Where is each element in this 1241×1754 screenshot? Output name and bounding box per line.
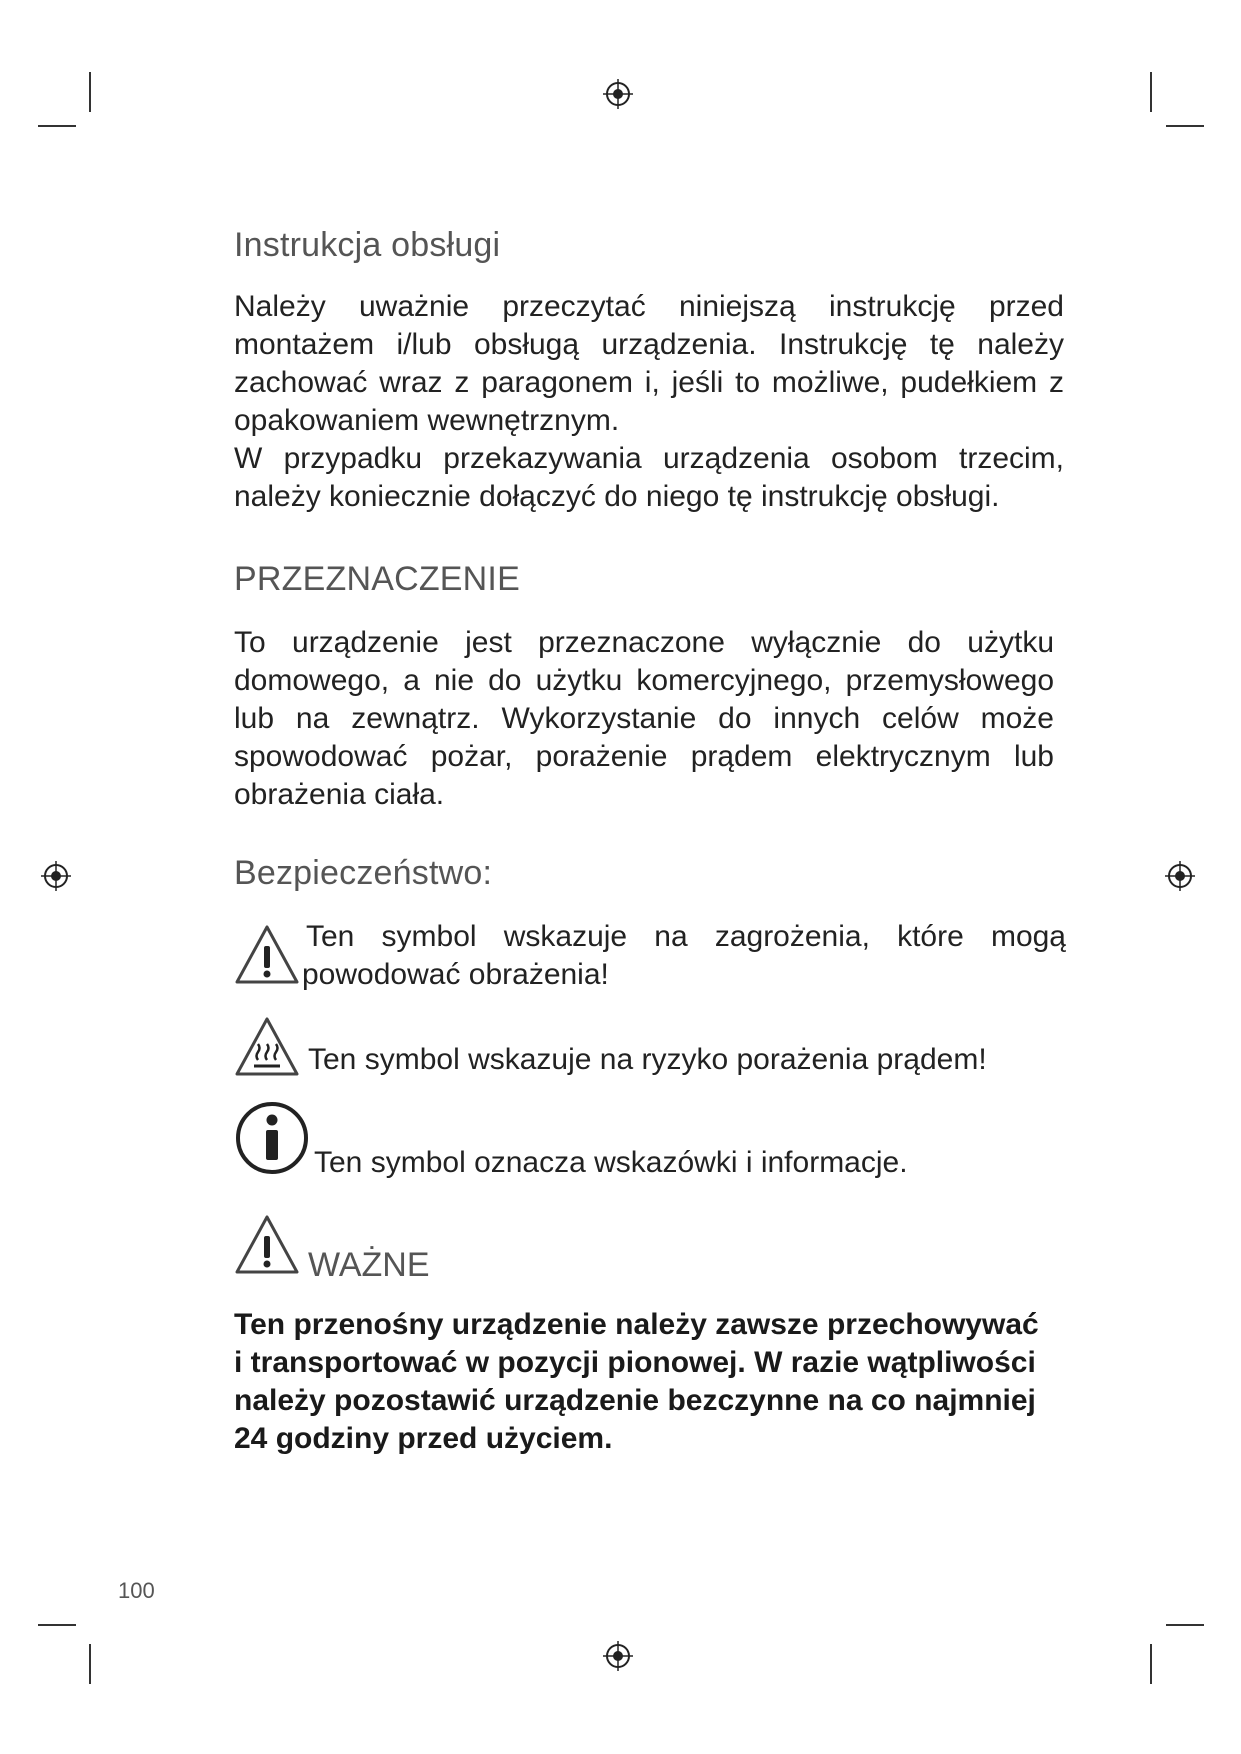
important-paragraph <box>234 1306 1074 1458</box>
crop-mark <box>1166 1624 1204 1626</box>
shock-symbol-row <box>234 1016 1064 1082</box>
purpose-paragraph <box>234 624 1054 814</box>
electric-shock-warning-icon <box>234 1016 300 1078</box>
registration-mark-icon <box>602 78 634 110</box>
text-line: i transportować w pozycji pionowej. W razie wątpliwości <box>234 1346 1036 1379</box>
warning-symbol-text <box>302 918 1066 994</box>
crop-mark <box>89 72 91 112</box>
text-line: Należy uważnie przeczytać niniejszą instrukcję przed <box>234 290 1064 323</box>
text-line: spowodować pożar, porażenie prądem elektrycznym lub <box>234 740 1054 773</box>
info-symbol-row <box>234 1100 1064 1180</box>
text-line: 24 godziny przed użyciem. <box>234 1422 613 1455</box>
text-line: Ten przenośny urządzenie należy zawsze przechowywać <box>234 1308 1039 1341</box>
text-line: W przypadku przekazywania urządzenia osobom trzecim, <box>234 442 1064 475</box>
warning-symbol-row <box>234 918 1064 998</box>
text-line: Ten symbol wskazuje na zagrożenia, które mogą <box>306 920 1066 953</box>
crop-mark <box>38 125 76 127</box>
text-line: obrażenia ciała. <box>234 778 445 811</box>
text-line: opakowaniem wewnętrznym. <box>234 404 620 437</box>
info-icon <box>234 1100 310 1176</box>
registration-mark-icon <box>40 860 72 892</box>
crop-mark <box>1150 72 1152 112</box>
warning-triangle-icon <box>234 1214 300 1276</box>
registration-mark-icon <box>1164 860 1196 892</box>
info-symbol-text: Ten symbol oznacza wskazówki i informacje. <box>314 1146 908 1179</box>
safety-heading: Bezpieczeństwo: <box>234 854 493 892</box>
purpose-heading: PRZEZNACZENIE <box>234 560 520 598</box>
text-line: należy pozostawić urządzenie bezczynne na co najmniej <box>234 1384 1036 1417</box>
important-heading-row <box>234 1214 1064 1284</box>
text-line: należy koniecznie dołączyć do niego tę instrukcję obsługi. <box>234 480 1000 513</box>
warning-triangle-icon <box>234 924 300 986</box>
text-line: domowego, a nie do użytku komercyjnego, przemysłowego <box>234 664 1054 697</box>
important-heading: WAŻNE <box>308 1246 430 1284</box>
crop-mark <box>1150 1644 1152 1684</box>
text-line: zachować wraz z paragonem i, jeśli to możliwe, pudełkiem z <box>234 366 1064 399</box>
crop-mark <box>1166 125 1204 127</box>
page-number: 100 <box>118 1578 155 1603</box>
text-line: montażem i/lub obsługą urządzenia. Instrukcję tę należy <box>234 328 1064 361</box>
registration-mark-icon <box>602 1640 634 1672</box>
text-line: lub na zewnątrz. Wykorzystanie do innych celów może <box>234 702 1054 735</box>
page-title: Instrukcja obsługi <box>234 226 501 264</box>
text-line: To urządzenie jest przeznaczone wyłącznie do użytku <box>234 626 1054 659</box>
text-line: powodować obrażenia! <box>302 958 609 991</box>
crop-mark <box>89 1644 91 1684</box>
intro-paragraph <box>234 288 1064 516</box>
shock-symbol-text: Ten symbol wskazuje na ryzyko porażenia prądem! <box>308 1043 987 1076</box>
crop-mark <box>38 1624 76 1626</box>
